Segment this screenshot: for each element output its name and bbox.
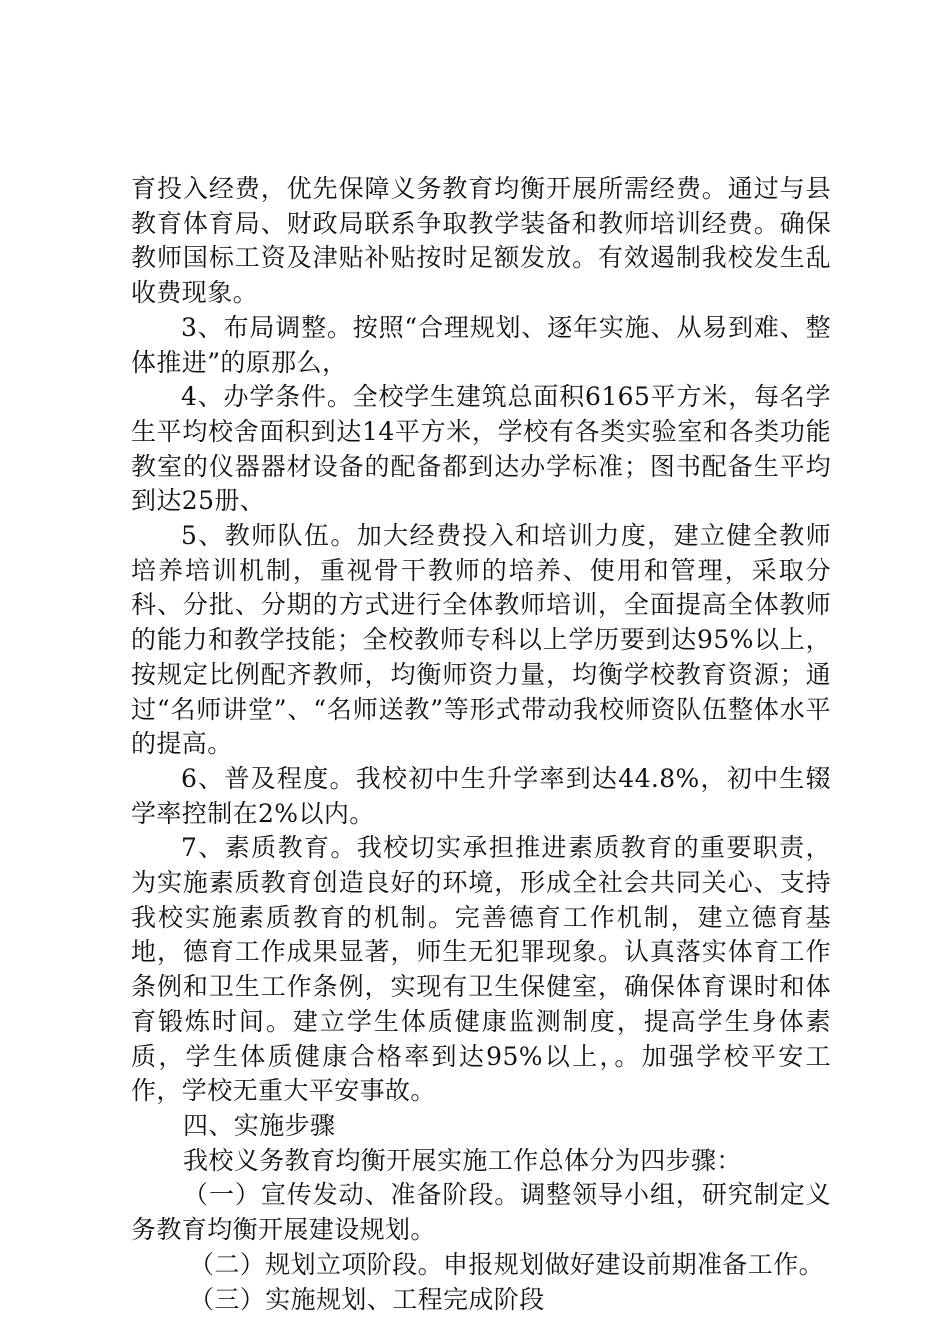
paragraph-school-conditions: 4、办学条件。全校学生建筑总面积6165平方米，每名学生平均校舍面积到达14平方米，学校有各类实验室和各类功能教室的仪器器材设备的配备都到达办学标准；图书配备生平均到达25册、 — [131, 382, 831, 516]
paragraph-layout-adjustment: 3、布局调整。按照“合理规划、逐年实施、从易到难、整体推进”的原那么， — [131, 312, 831, 377]
paragraph-popularization: 6、普及程度。我校初中生升学率到达44.8%，初中生辍学率控制在2%以内。 — [131, 763, 831, 828]
section-heading-implementation-steps: 四、实施步骤 — [183, 1110, 336, 1140]
paragraph-step-one: （一）宣传发动、准备阶段。调整领导小组，研究制定义务教育均衡开展建设规划。 — [131, 1180, 831, 1245]
paragraph-steps-overview: 我校义务教育均衡开展实施工作总体分为四步骤： — [183, 1145, 742, 1175]
document-body — [131, 172, 831, 1317]
paragraph-teacher-team: 5、教师队伍。加大经费投入和培训力度，建立健全教师培养培训机制，重视骨干教师的培养、使用和管理，采取分科、分批、分期的方式进行全体教师培训，全面提高全体教师的能力和教学技能；全校教师专科以上学历要到达95%以上，按规定比例配齐教师，均衡师资力量，均衡学校教育资源；通过“名师讲堂”、“名师送教”等形式带动我校师资队伍整体水平的提高。 — [131, 521, 831, 759]
paragraph-step-three: （三）实施规划、工程完成阶段 — [189, 1284, 545, 1314]
paragraph-quality-education: 7、素质教育。我校切实承担推进素质教育的重要职责，为实施素质教育创造良好的环境，形成全社会共同关心、支持我校实施素质教育的机制。完善德育工作机制，建立德育基地，德育工作成果显著，师生无犯罪现象。认真落实体育工作条例和卫生工作条例，实现有卫生保健室，确保体育课时和体育锻炼时间。建立学生体质健康监测制度，提高学生身体素质，学生体质健康合格率到达95%以上，。加强学校平安工作，学校无重大平安事故。 — [131, 833, 831, 1106]
paragraph-step-two: （二）规划立项阶段。申报规划做好建设前期准备工作。 — [189, 1249, 825, 1279]
paragraph-funding-continued: 育投入经费，优先保障义务教育均衡开展所需经费。通过与县教育体育局、财政局联系争取教学装备和教师培训经费。确保教师国标工资及津贴补贴按时足额发放。有效遏制我校发生乱收费现象。 — [131, 174, 831, 308]
